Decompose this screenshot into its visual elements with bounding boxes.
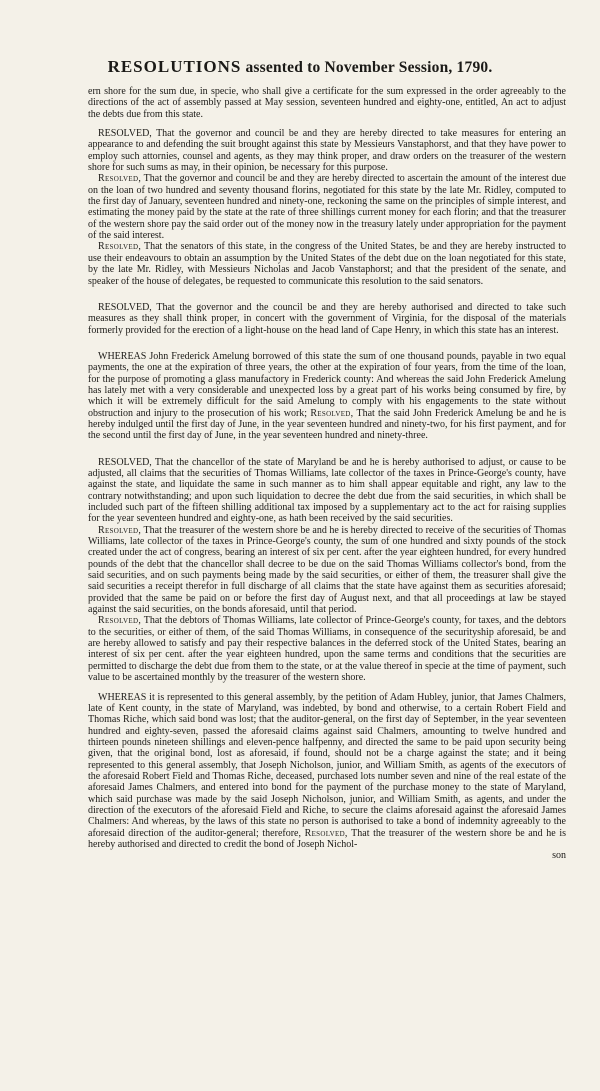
page-title (0, 57, 600, 77)
title-rest: assented to November Session, 1790. (245, 59, 493, 76)
resolved-lead: Resolved, (304, 827, 348, 839)
title-word: RESOLUTIONS (107, 57, 242, 76)
resolution-3-text: That the senators of this state, in the congress of the United States, be and they are hereby instructed to use their endeavours to obtain an assumption by the United States of the debt due on the loan negotiated for this state, by the late Mr. Ridley, with Messieurs Nicholas and Jacob Vanstaphorst; and that the president of the senate, and speaker of the house of delegates, be requested to communicate this resolution to the said senators. (88, 241, 566, 287)
resolution-7-text: That the treasurer of the western shore be and he is hereby directed to receive of the securities of Thomas Williams, late collector of the taxes in Prince-George's county, the sum of one hundred and sixty pounds of the stock created under the act of congress, bearing an interest of six per cent. after the year eighteen hundred, for every hundred pounds of the debt that the chancellor shall decree to be due on the said Thomas Williams collector's bond, from the said securities, and on such payments being made by the said securities, or either of them, the treasurer shall give the said securities a receipt therefor in full discharge of all claims that the state have against them as securities aforesaid; provided that the same be paid on or before the first day of August next, and that all proceedings at law be stayed against the said securities, on the bonds aforesaid, until that period. (88, 524, 566, 616)
document-body (88, 86, 566, 862)
resolution-9-text: That the treasurer of the western shore be and he is hereby authorised and directed to credit the bond of Joseph Nichol- (88, 827, 566, 850)
resolved-lead: Resolved, (310, 407, 354, 419)
resolution-2-text: That the governor and council be and they are hereby directed to ascertain the amount of the interest due on the loan of two hundred and seventy thousand florins, negotiated for this state by the late Mr. Ridley, computed to the first day of January, seventeen hundred and ninety-one, reckoning the same on the principles of simple interest, and estimating the money paid by the state at the rate of three shillings current money for each florin; and that the treasurer of the western shore pay the said order out of the money now in the treasury lately under appropriation for the payment of the said interest. (88, 173, 566, 242)
resolution-5 (88, 351, 566, 442)
resolution-3 (88, 241, 566, 286)
resolution-9 (88, 692, 566, 851)
catchword: son (552, 850, 566, 862)
resolved-lead: Resolved, (98, 524, 142, 536)
resolution-2 (88, 173, 566, 241)
resolution-5-text: That the said John Frederick Amelung be and he is hereby indulged until the first day of June, in the year seventeen hundred and ninety-two, for his first payment, and for the second until the first day of June, in the year seventeen hundred and ninety-three. (88, 407, 567, 442)
resolution-8-text: That the debtors of Thomas Williams, late collector of Prince-George's county, for taxes, and the debtors to the securities, or either of them, of the said Thomas Williams, in consequence of the securityship aforesaid, be and are hereby allowed to satisfy and pay their respective balances in the deferred stock of the United States, bearing an interest of six per cent. after the year eighteen hundred, upon the same terms and conditions that the securities are permitted to discharge the debt due from them to the state, or at the value thereof in specie at the time of payment, such value to be ascertained monthly by the treasurer of the western shore. (88, 615, 566, 684)
resolution-1: RESOLVED, That the governor and council be and they are hereby directed to take measures for entering an appearance to and defending the suit brought against this state by Messieurs Vanstaphorst, and that they have power to employ such attornies, counsel and agents, as they may think proper, and draw orders on the treasurer of the western shore for such sums as may, in their opinion, be necessary for this purpose. (88, 128, 566, 174)
resolution-4: RESOLVED, That the governor and the council be and they are hereby authorised and directed to take such measures as they shall think proper, in concert with the government of Virginia, for the disposal of the materials formerly provided for the erection of a light-house on the head land of Cape Henry, in which this state has an interest. (88, 301, 566, 336)
resolved-lead: Resolved, (98, 615, 142, 627)
resolution-7 (88, 525, 566, 616)
resolution-8 (88, 615, 566, 683)
resolution-5-preamble: WHEREAS John Frederick Amelung borrowed of this state the sum of one thousand pounds, payable in two equal payments, the one at the expiration of three years, the other at the expiration of four years, from the time of the loan, for the purpose of promoting a glass manufactory in Frederick county: And whereas the said John Frederick Amelung has lately met with a very considerable and unexpected loss by a great part of his works being consumed by fire, by which it will be extremely difficult for the said Amelung to comply with his engagements to the state without obstruction and injury to the prosecution of his work; (88, 350, 566, 419)
resolution-9-preamble: WHEREAS it is represented to this general assembly, by the petition of Adam Hubley, junior, that James Chalmers, late of Kent county, in the state of Maryland, was indebted, by bond and otherwise, to a certain Robert Field and Thomas Riche, which said bond was lost; that the auditor-general, on the first day of September, in the year seventeen hundred and eighty-seven, passed the aforesaid claims against said Chalmers, amounting to twelve hundred and thirteen pounds nineteen shillings and eleven-pence halfpenny, and directed the same to be paid upon security being given, that the original bond, lost as aforesaid, if found, should not be a charge against the state; and it being represented to this general assembly, that Joseph Nicholson, junior, and William Smith, as agents of the executors of the aforesaid Robert Field and Thomas Riche, deceased, purchased lots number seven and nine of the real estate of the aforesaid James Chalmers, and entered into bond for the payment of the purchase money to the state of Maryland, which said purchase was made by the said Joseph Nicholson, junior, and William Smith, as agents, and under the direction of the executors of the aforesaid Field and Riche, to secure the claims aforesaid against the aforesaid James Chalmers: And whereas, by the laws of this state no person is authorised to take a bond of indemnity agreeably to the aforesaid direction of the auditor-general; therefore, (88, 691, 566, 839)
intro-paragraph: ern shore for the sum due, in specie, who shall give a certificate for the sum expressed in the order agreeably to the directions of the act of assembly passed at May session, seventeen hundred and eighty-one, entitled, An act to adjust the debts due from this state. (88, 86, 566, 120)
resolution-6: RESOLVED, That the chancellor of the state of Maryland be and he is hereby authorised to adjust, or cause to be adjusted, all claims that the securities of Thomas Williams, late collector of the taxes in Prince-George's county, have against the state, and liquidate the same in such manner as to him shall appear equitable and right, any law to the contrary notwithstanding; and upon such liquidation to decree the debt due from the said securities, in which shall be included such part of the fifteen shilling additional tax imposed by a supplementary act to the act for raising supplies for the year seventeen hundred and eighty-one, as hath been received by the said securities. (88, 456, 566, 525)
resolved-lead: Resolved, (98, 173, 142, 185)
resolved-lead: Resolved, (98, 241, 142, 253)
